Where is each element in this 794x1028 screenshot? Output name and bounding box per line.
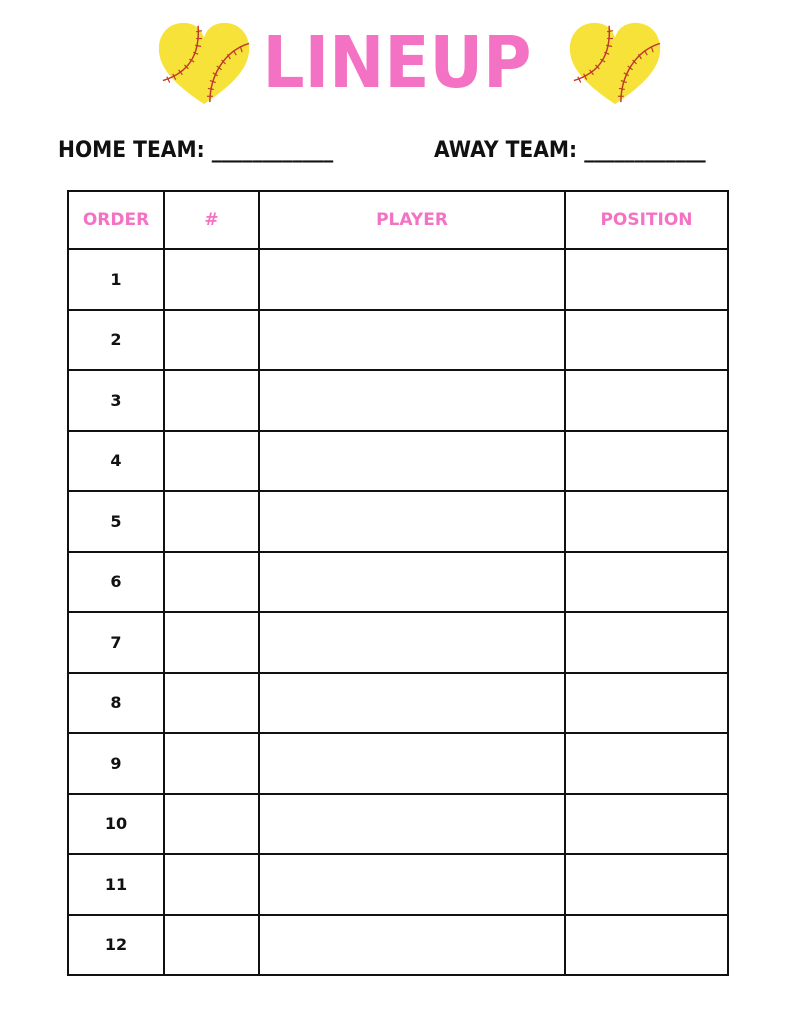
- order-cell: 2: [68, 310, 164, 371]
- away-team-label: AWAY TEAM:: [434, 138, 578, 163]
- player-name-cell[interactable]: [259, 915, 565, 976]
- table-row: [68, 491, 728, 552]
- position-cell[interactable]: [565, 854, 728, 915]
- order-cell: 4: [68, 431, 164, 492]
- order-cell: 9: [68, 733, 164, 794]
- position-cell[interactable]: [565, 310, 728, 371]
- player-name-cell[interactable]: [259, 612, 565, 673]
- order-cell: 10: [68, 794, 164, 855]
- position-cell[interactable]: [565, 915, 728, 976]
- jersey-number-cell[interactable]: [164, 915, 259, 976]
- jersey-number-cell[interactable]: [164, 552, 259, 613]
- order-cell: 3: [68, 370, 164, 431]
- player-name-cell[interactable]: [259, 491, 565, 552]
- table-row: [68, 733, 728, 794]
- home-team-field[interactable]: [58, 136, 333, 166]
- player-name-cell[interactable]: [259, 310, 565, 371]
- table-row: [68, 249, 728, 310]
- order-cell: 6: [68, 552, 164, 613]
- jersey-number-cell[interactable]: [164, 249, 259, 310]
- jersey-number-cell[interactable]: [164, 733, 259, 794]
- order-cell: 8: [68, 673, 164, 734]
- player-name-cell[interactable]: [259, 431, 565, 492]
- player-name-cell[interactable]: [259, 370, 565, 431]
- table-row: [68, 915, 728, 976]
- table-row: [68, 854, 728, 915]
- player-name-cell[interactable]: [259, 552, 565, 613]
- player-name-cell[interactable]: [259, 794, 565, 855]
- jersey-number-cell[interactable]: [164, 370, 259, 431]
- lineup-body: [68, 249, 728, 975]
- position-cell[interactable]: [565, 491, 728, 552]
- softball-heart-icon: [566, 18, 664, 108]
- jersey-number-cell[interactable]: [164, 431, 259, 492]
- position-cell[interactable]: [565, 794, 728, 855]
- order-cell: 7: [68, 612, 164, 673]
- position-cell[interactable]: [565, 612, 728, 673]
- player-name-cell[interactable]: [259, 249, 565, 310]
- order-cell: 12: [68, 915, 164, 976]
- column-header-player: PLAYER: [259, 191, 565, 249]
- order-cell: 1: [68, 249, 164, 310]
- table-row: [68, 612, 728, 673]
- jersey-number-cell[interactable]: [164, 854, 259, 915]
- order-cell: 11: [68, 854, 164, 915]
- order-cell: 5: [68, 491, 164, 552]
- table-row: [68, 673, 728, 734]
- position-cell[interactable]: [565, 370, 728, 431]
- jersey-number-cell[interactable]: [164, 612, 259, 673]
- column-header-number: #: [164, 191, 259, 249]
- position-cell[interactable]: [565, 552, 728, 613]
- position-cell[interactable]: [565, 431, 728, 492]
- column-header-order: ORDER: [68, 191, 164, 249]
- table-header-row: [68, 191, 728, 249]
- player-name-cell[interactable]: [259, 733, 565, 794]
- away-team-field[interactable]: [434, 136, 706, 166]
- jersey-number-cell[interactable]: [164, 491, 259, 552]
- table-row: [68, 310, 728, 371]
- jersey-number-cell[interactable]: [164, 310, 259, 371]
- jersey-number-cell[interactable]: [164, 673, 259, 734]
- home-team-blank[interactable]: ____________: [211, 138, 334, 163]
- home-team-label: HOME TEAM:: [58, 138, 205, 163]
- table-row: [68, 794, 728, 855]
- position-cell[interactable]: [565, 249, 728, 310]
- jersey-number-cell[interactable]: [164, 794, 259, 855]
- player-name-cell[interactable]: [259, 673, 565, 734]
- away-team-blank[interactable]: ____________: [584, 138, 706, 163]
- page-title: LINEUP: [262, 20, 532, 105]
- player-name-cell[interactable]: [259, 854, 565, 915]
- position-cell[interactable]: [565, 673, 728, 734]
- column-header-position: POSITION: [565, 191, 728, 249]
- lineup-table: [67, 190, 729, 976]
- position-cell[interactable]: [565, 733, 728, 794]
- table-row: [68, 431, 728, 492]
- table-row: [68, 552, 728, 613]
- table-row: [68, 370, 728, 431]
